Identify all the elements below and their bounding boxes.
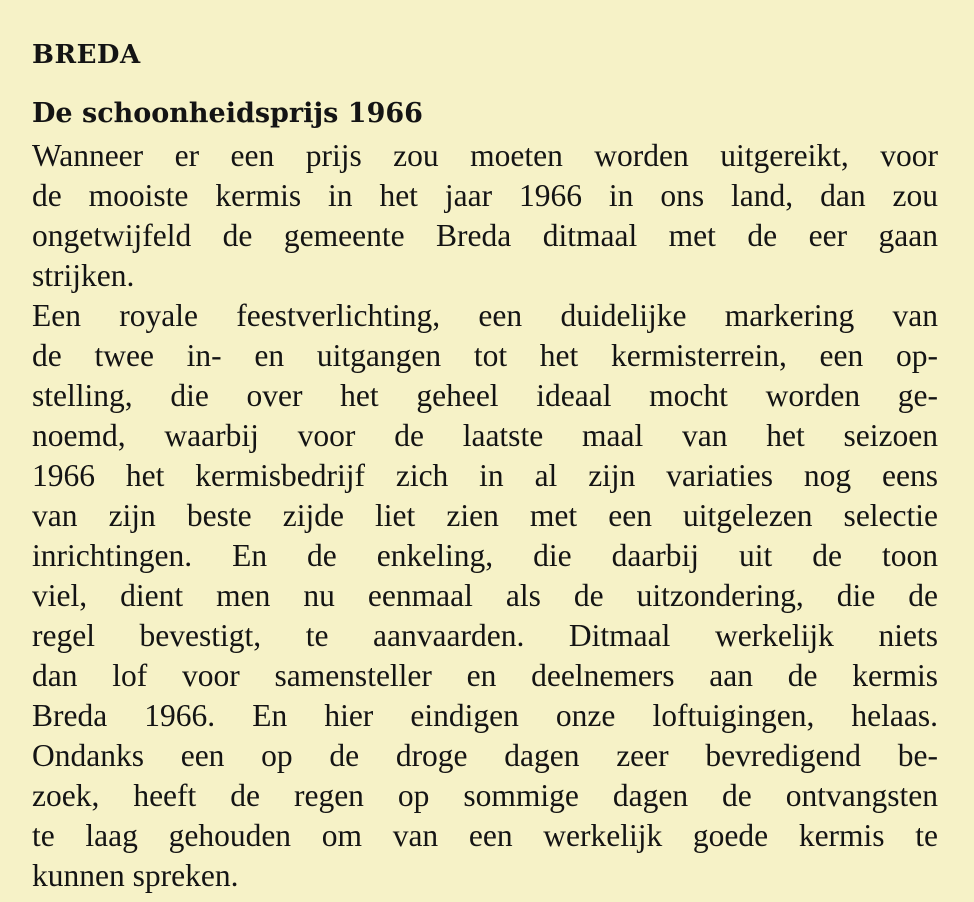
text-line: Wanneer er een prijs zou moeten worden uitgereikt, voor (32, 138, 938, 173)
text-line: regel bevestigt, te aanvaarden. Ditmaal werkelijk niets (32, 618, 938, 653)
text-line: kunnen spreken. (32, 858, 239, 893)
text-line: strijken. (32, 258, 135, 293)
article-title: De schoonheidsprijs 1966 (32, 98, 423, 129)
text-line: zoek, heeft de regen op sommige dagen de ontvangsten (32, 778, 938, 813)
text-line: inrichtingen. En de enkeling, die daarbij uit de toon (32, 538, 938, 573)
text-line: dan lof voor samensteller en deelnemers aan de kermis (32, 658, 938, 693)
text-line: ongetwijfeld de gemeente Breda ditmaal met de eer gaan (32, 218, 938, 253)
article-body (32, 136, 938, 896)
text-line: noemd, waarbij voor de laatste maal van het seizoen (32, 418, 938, 453)
text-line: viel, dient men nu eenmaal als de uitzondering, die de (32, 578, 938, 613)
text-line: de twee in- en uitgangen tot het kermisterrein, een op- (32, 338, 938, 373)
text-line: 1966 het kermisbedrijf zich in al zijn variaties nog eens (32, 458, 938, 493)
text-line: te laag gehouden om van een werkelijk goede kermis te (32, 818, 938, 853)
text-line: van zijn beste zijde liet zien met een uitgelezen selectie (32, 498, 938, 533)
text-line: Breda 1966. En hier eindigen onze loftuigingen, helaas. (32, 698, 938, 733)
paragraph-2 (32, 296, 938, 896)
paragraph-1 (32, 136, 938, 296)
place-heading: BREDA (32, 40, 141, 70)
text-line: Een royale feestverlichting, een duidelijke markering van (32, 298, 938, 333)
text-line: de mooiste kermis in het jaar 1966 in ons land, dan zou (32, 178, 938, 213)
text-line: Ondanks een op de droge dagen zeer bevredigend be- (32, 738, 938, 773)
text-line: stelling, die over het geheel ideaal mocht worden ge- (32, 378, 938, 413)
